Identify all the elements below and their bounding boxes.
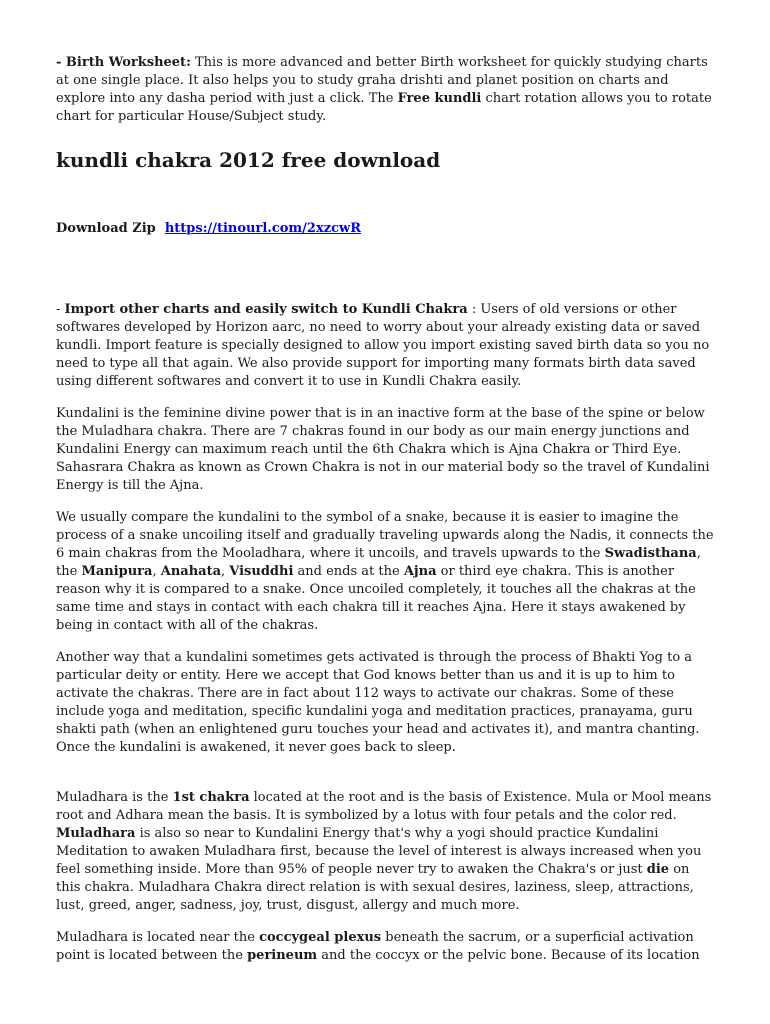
birth-worksheet-paragraph [56, 54, 714, 126]
snake-text-6: or third eye chakra. This is another reason why it is compared to a snake. Once uncoiled completely, it touches all the chakras at the same time and stays in contact with each chakra till it reaches Ajna. Here it stays awakened by being in contact with all of the chakras. [56, 564, 696, 633]
snake-text-2: , the [56, 546, 701, 579]
bhakti-paragraph: Another way that a kundalini sometimes gets activated is through the process of Bhakti Yog to a particular deity or entity. Here we accept that God knows better than us and it is up to him to activate the chakras. There are in fact about 112 ways to activate our chakras. Some of these include yoga and meditation, specific kundalini yoga and meditation practices, pranayama, guru shakti path (when an enlightened guru touches your head and activates it), and mantra chanting. Once the kundalini is awakened, it never goes back to sleep. [56, 650, 700, 755]
muladhara-text-3: is also so near to Kundalini Energy that's why a yogi should practice Kundalini Meditation to awaken Muladhara first, because the level of interest is always increased when you feel something inside. More than 95% of people never try to awaken the Chakra's or just [56, 826, 702, 877]
page-title: kundli chakra 2012 free download [56, 148, 441, 172]
snake-text-3: , [152, 564, 161, 579]
snake-text-1: We usually compare the kundalini to the symbol of a snake, because it is easier to imagine the process of a snake uncoiling itself and gradually traveling upwards along the Nadis, it connects the 6 main chakras from the Mooladhara, where it uncoils, and travels upwards to the [56, 510, 714, 561]
import-text: : Users of old versions or other softwares developed by Horizon aarc, no need to worry about your already existing data or saved kundli. Import feature is specially designed to allow you import existing saved birth data so you no need to type all that again. We also provide support for importing many formats birth data saved using different softwares and convert it to use in Kundli Chakra easily. [56, 302, 710, 389]
first-chakra-bold: 1st chakra [172, 790, 250, 805]
visuddhi-bold: Visuddhi [229, 564, 294, 579]
download-link[interactable]: https://tinourl.com/2xzcwR [164, 221, 362, 236]
snake-text-5: and ends at the [293, 564, 404, 579]
import-paragraph [56, 301, 714, 391]
muladhara-text-1: Muladhara is the [56, 790, 173, 805]
coccygeal-plexus-bold: coccygeal plexus [259, 930, 382, 945]
swadisthana-bold: Swadisthana [604, 546, 697, 561]
muladhara-text-4: on this chakra. Muladhara Chakra direct relation is with sexual desires, laziness, sleep, attractions, lust, greed, anger, sadness, joy, trust, disgust, allergy and much more. [56, 862, 694, 913]
import-label: Import other charts and easily switch to Kundli Chakra [64, 302, 468, 317]
birth-worksheet-text-2: chart rotation allows you to rotate chart for particular House/Subject study. [56, 91, 712, 124]
ajna-bold: Ajna [403, 564, 437, 579]
location-text-2: beneath the sacrum, or a superficial activation point is located between the [56, 930, 694, 963]
kundalini-paragraph: Kundalini is the feminine divine power that is in an inactive form at the base of the spine or below the Muladhara chakra. There are 7 chakras found in our body as our main energy junctions and Kundalini Energy can maximum reach until the 6th Chakra which is Ajna Chakra or Third Eye. Sahasrara Chakra as known as Crown Chakra is not in our material body so the travel of Kundalini Energy is till the Ajna. [56, 406, 710, 493]
location-text-3: and the coccyx or the pelvic bone. Because of its location [317, 948, 700, 963]
download-zip-label: Download Zip [56, 221, 156, 236]
import-prefix: - [56, 302, 65, 317]
free-kundli-bold: Free kundli [397, 91, 482, 106]
die-bold: die [646, 862, 670, 877]
birth-worksheet-text-1: This is more advanced and better Birth worksheet for quickly studying charts at one single place. It also helps you to study graha drishti and planet position on charts and explore into any dasha period with just a click. The [56, 55, 708, 106]
muladhara-text-2: located at the root and is the basis of Existence. Mula or Mool means root and Adhara mean the basis. It is symbolized by a lotus with four petals and the color red. [56, 790, 712, 823]
snake-text-4: , [221, 564, 230, 579]
download-line [56, 220, 714, 238]
muladhara-paragraph [56, 789, 714, 915]
birth-worksheet-label: - Birth Worksheet: [56, 55, 191, 70]
muladhara-bold: Muladhara [56, 826, 136, 841]
perineum-bold: perineum [247, 948, 318, 963]
manipura-bold: Manipura [81, 564, 153, 579]
location-text-1: Muladhara is located near the [56, 930, 260, 945]
anahata-bold: Anahata [160, 564, 221, 579]
location-paragraph [56, 929, 714, 965]
snake-paragraph [56, 509, 714, 635]
